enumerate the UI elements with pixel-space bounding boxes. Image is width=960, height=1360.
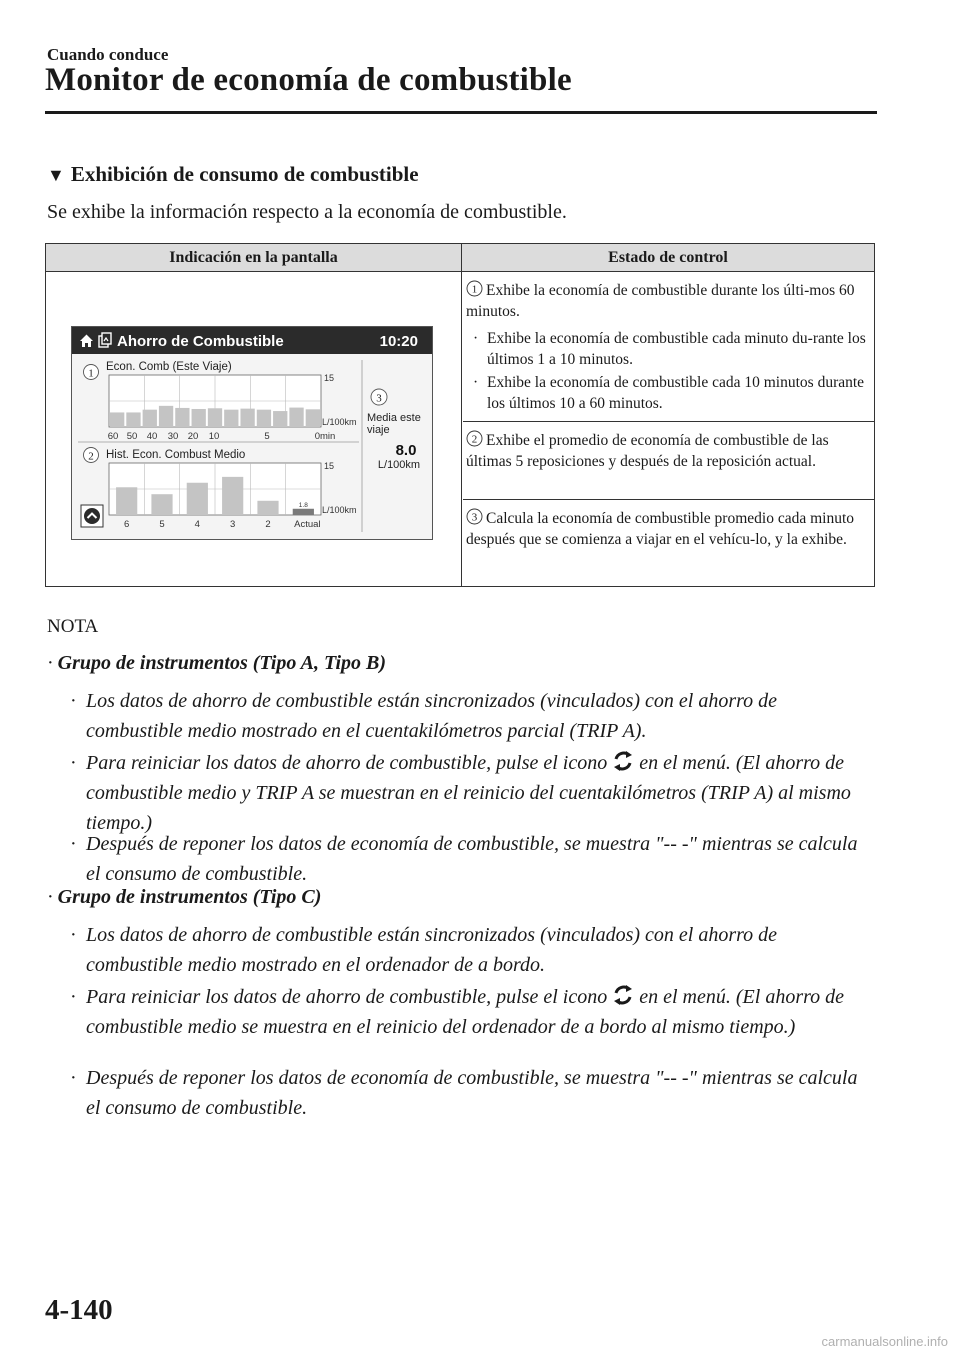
- graph2-plot: [109, 463, 321, 515]
- nota-group-1-title: · Grupo de instrumentos (Tipo A, Tipo B): [47, 652, 387, 674]
- graph1-unit-label: L/100km: [322, 417, 357, 427]
- graph1-bar: [159, 406, 173, 427]
- nota-group-2-item-3: · Después de reponer los datos de economía de combustible, se muestra "-- -" mientras se calcula el consumo de combustible.: [70, 1067, 858, 1119]
- graph1-x-tick: 0min: [314, 431, 336, 442]
- graph1-title: Econ. Comb (Este Viaje): [106, 361, 232, 373]
- graph2-x-tick: Actual: [294, 519, 321, 530]
- graph1-bar: [289, 408, 303, 427]
- graph1-bar: [192, 409, 206, 427]
- graph2-bar: [257, 501, 278, 515]
- nota-group-1-item-3: · Después de reponer los datos de economía de combustible, se muestra "-- -" mientras se calcula el consumo de combustible.: [70, 833, 858, 885]
- cell-2-text: Exhibe el promedio de economía de combustible de las últimas 5 reposiciones y después de la reposición actual.: [466, 432, 829, 470]
- graph1-bar: [110, 412, 124, 427]
- graph2-x-axis: [124, 519, 321, 530]
- screen-graphics: [72, 327, 432, 539]
- graph1-bar: [126, 412, 140, 427]
- graph1-bar: [224, 410, 238, 427]
- nota-group-1-item-2: · Para reiniciar los datos de ahorro de combustible, pulse el icono en el menú. (El ahorro de combustible medio y TRIP A se muestran en el reinicio del cuentakilómetros (TRIP A) al mismo tiempo.): [70, 748, 870, 838]
- avg-label-line2: viaje: [367, 424, 390, 436]
- section-label: Cuando conduce: [47, 45, 169, 64]
- page-number: 4-140: [45, 1294, 113, 1326]
- nota-group-1-item-1: · Los datos de ahorro de combustible están sincronizados (vinculados) con el ahorro de combustible medio mostrado en el cuentakilómetros parcial (TRIP A).: [70, 690, 778, 742]
- graph2-x-tick: 3: [230, 519, 236, 530]
- graph2-bar: [187, 483, 208, 515]
- marker-2: [84, 448, 99, 463]
- graph2-title: Hist. Econ. Combust Medio: [106, 449, 246, 461]
- title-rule: [45, 111, 877, 114]
- circled-number-3: [466, 508, 483, 525]
- fuel-economy-screen: [71, 326, 433, 540]
- graph2-bar: [222, 477, 243, 515]
- graph1-x-tick: 5: [264, 431, 270, 442]
- circled-number-1: [466, 280, 483, 297]
- graph1-bar: [143, 410, 157, 427]
- reset-icon: [612, 983, 634, 1007]
- graph1-bar: [208, 408, 222, 427]
- subsection-title: Exhibición de consumo de combustible: [70, 162, 419, 186]
- graph2-bar: [116, 487, 137, 515]
- svg-text:2: 2: [88, 450, 94, 463]
- avg-label-line1: Media este: [367, 412, 421, 424]
- page-title: Monitor de economía de combustible: [45, 62, 572, 98]
- graph1-bar: [306, 409, 320, 427]
- info-table: [45, 243, 875, 587]
- svg-text:1: 1: [88, 367, 94, 380]
- graph1-x-tick: 40: [146, 431, 158, 442]
- graph2-bar: [293, 509, 314, 515]
- table-header-display: Indicación en la pantalla: [46, 244, 462, 272]
- triangle-down-icon: ▼: [47, 165, 65, 185]
- nota-group-2-title: · Grupo de instrumentos (Tipo C): [47, 886, 322, 908]
- table-header-control: Estado de control: [462, 244, 874, 272]
- graph1-x-tick: 20: [187, 431, 199, 442]
- avg-value: 8.0: [395, 442, 417, 459]
- avg-unit: L/100km: [377, 459, 421, 471]
- graph1-bar: [273, 411, 287, 427]
- graph2-max-label: 15: [324, 461, 335, 471]
- marker-3: [371, 389, 387, 405]
- screen-clock: 10:20: [379, 333, 418, 350]
- nota-group-2-item-2: · Para reiniciar los datos de ahorro de combustible, pulse el icono en el menú. (El ahorro de combustible medio se muestra en el reinicio del ordenador de a bordo al mismo tiempo.): [70, 982, 870, 1042]
- graph1-x-tick: 50: [126, 431, 138, 442]
- nota-label: NOTA: [47, 616, 99, 637]
- watermark: carmanualsonline.info: [821, 1334, 948, 1349]
- svg-text:3: 3: [471, 511, 478, 524]
- graph1-bar: [175, 408, 189, 427]
- graph2-current-value: 1.8: [298, 501, 308, 509]
- graph1-max-label: 15: [324, 373, 335, 383]
- reset-button[interactable]: [81, 505, 103, 527]
- graph1-bar: [240, 409, 254, 427]
- table-cell-2: [463, 422, 874, 500]
- graph1-x-tick: 30: [167, 431, 179, 442]
- graph2-x-tick: 5: [159, 519, 165, 530]
- graph1-x-tick: 10: [208, 431, 220, 442]
- svg-text:1: 1: [471, 283, 478, 296]
- reset-icon: [612, 749, 634, 773]
- nota-group-2-item-1: · Los datos de ahorro de combustible están sincronizados (vinculados) con el ahorro de combustible medio mostrado en el ordenador de a bordo.: [70, 924, 778, 976]
- cell-1-bullet-1: · Exhibe la economía de combustible cada minuto du-rante los últimos 1 a 10 minutos.: [473, 330, 866, 368]
- subsection-heading: [47, 162, 419, 187]
- graph1-x-tick: 60: [107, 431, 119, 442]
- graph1-bar: [257, 410, 271, 427]
- graph2-unit-label: L/100km: [322, 505, 357, 515]
- intro-text: Se exhibe la información respecto a la economía de combustible.: [47, 201, 567, 223]
- svg-text:2: 2: [471, 433, 478, 446]
- graph1-x-axis: [108, 431, 336, 442]
- table-cell-1: [463, 272, 874, 422]
- graph1-plot: [109, 375, 321, 427]
- cell-1-text: Exhibe la economía de combustible durante los últi-mos 60 minutos.: [466, 282, 855, 320]
- graph2-x-tick: 4: [194, 519, 200, 530]
- table-cell-3: [463, 500, 874, 586]
- graph2-x-tick: 2: [265, 519, 271, 530]
- screen-title: Ahorro de Combustible: [117, 333, 284, 350]
- graph2-x-tick: 6: [124, 519, 130, 530]
- svg-text:3: 3: [376, 392, 382, 405]
- cell-1-bullet-2: · Exhibe la economía de combustible cada 10 minutos durante los últimos 10 a 60 minutos.: [473, 374, 865, 412]
- circled-number-2: [466, 430, 483, 447]
- display-column: [46, 272, 462, 586]
- graph2-bar: [151, 494, 172, 515]
- cell-3-text: Calcula la economía de combustible promedio cada minuto después que se comienza a viajar en el vehícu-lo, y la exhibe.: [466, 510, 855, 548]
- marker-1: [84, 365, 99, 380]
